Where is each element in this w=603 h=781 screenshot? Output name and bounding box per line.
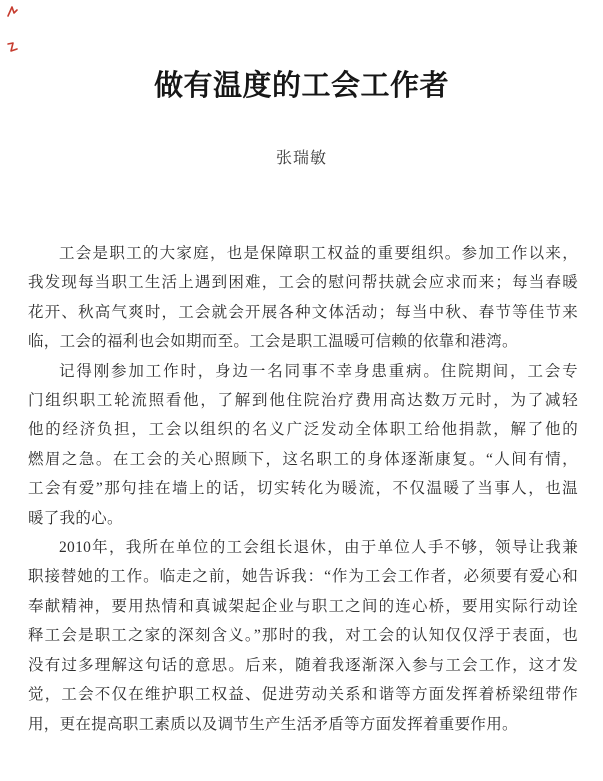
paragraph [28, 357, 578, 533]
paragraph [28, 239, 578, 357]
text-line: 工会有爱”那句挂在墙上的话，切实转化为暖流，不仅温暖了当事人，也温 [28, 480, 578, 498]
document-body [28, 239, 578, 739]
text-line: 职接替她的工作。临走之前，她告诉我：“作为工会工作者，必须要有爱心和 [28, 568, 578, 586]
text-line: 没有过多理解这句话的意思。后来，随着我逐渐深入参与工会工作，这才发 [28, 656, 578, 674]
text-line: 燃眉之急。在工会的关心照顾下，这名职工的身体逐渐康复。“人间有情， [28, 450, 578, 468]
document-title: 做有温度的工会工作者 [153, 70, 449, 102]
text-line: 暖了我的心。 [28, 509, 123, 527]
text-line: 奉献精神，要用热情和真诚架起企业与职工之间的连心桥，要用实际行动诠 [28, 597, 578, 615]
text-line: 工会是职工的大家庭，也是保障职工权益的重要组织。参加工作以来， [59, 245, 578, 262]
text-line: 花开、秋高气爽时，工会就会开展各种文体活动；每当中秋、春节等佳节来 [28, 303, 578, 321]
text-line: 他的经济负担，工会以组织的名义广泛发动全体职工给他捐款，解了他的 [28, 421, 578, 439]
text-line: 我发现每当职工生活上遇到困难，工会的慰问帮扶就会应求而来；每当春暖 [28, 274, 578, 292]
text-line: 2010年，我所在单位的工会组长退休，由于单位人手不够，领导让我兼 [59, 539, 578, 557]
author-name: 张瑞敏 [275, 150, 327, 167]
text-line: 用，更在提高职工素质以及调节生产生活矛盾等方面发挥着重要作用。 [28, 715, 518, 733]
text-line: 临，工会的福利也会如期而至。工会是职工温暖可信赖的依靠和港湾。 [28, 333, 518, 351]
paragraph [28, 533, 578, 739]
text-line: 觉，工会不仅在维护职工权益、促进劳动关系和谐等方面发挥着桥梁纽带作 [28, 686, 578, 704]
red-annotation-mark-bottom [6, 40, 19, 54]
text-line: 记得刚参加工作时，身边一名同事不幸身患重病。住院期间，工会专 [59, 362, 578, 380]
red-annotation-mark-top [6, 5, 19, 19]
text-line: 门组织职工轮流照看他，了解到他住院治疗费用高达数万元时，为了减轻 [28, 392, 578, 410]
text-line: 释工会是职工之家的深刻含义。”那时的我，对工会的认知仅仅浮于表面，也 [28, 627, 578, 645]
